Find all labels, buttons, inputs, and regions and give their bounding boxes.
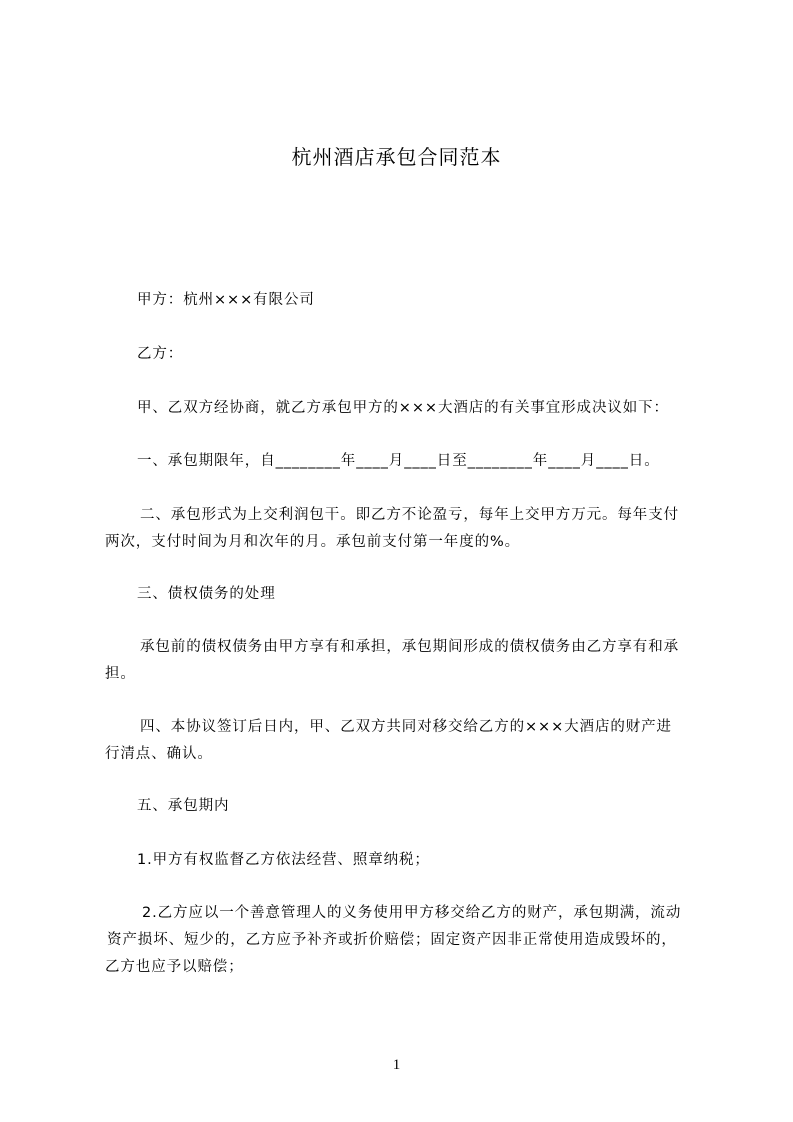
party-a: 甲方：杭州×××有限公司 [137, 292, 315, 308]
clause-3-line-1: 承包前的债权债务由甲方享有和承担，承包期间形成的债权债务由乙方享有和承 [140, 639, 679, 655]
clause-4-line-1: 四、本协议签订后日内，甲、乙双方共同对移交给乙方的×××大酒店的财产进 [140, 719, 672, 735]
item-2-line-2: 资产损坏、短少的，乙方应予补齐或折价赔偿；固定资产因非正常使用造成毁坏的， [107, 932, 677, 948]
item-2-line-1: 2.乙方应以一个善意管理人的义务使用甲方移交给乙方的财产，承包期满，流动 [142, 905, 682, 921]
clause-3-heading: 三、债权债务的处理 [137, 586, 276, 602]
document-title: 杭州酒店承包合同范本 [291, 145, 502, 169]
item-2-line-3: 乙方也应予以赔偿； [105, 959, 244, 975]
intro-paragraph: 甲、乙双方经协商，就乙方承包甲方的×××大酒店的有关事宜形成决议如下： [137, 400, 669, 416]
clause-4-line-2: 行清点、确认。 [105, 746, 213, 762]
page-number: 1 [392, 1057, 401, 1073]
clause-5-heading: 五、承包期内 [137, 798, 230, 814]
party-b: 乙方： [137, 346, 184, 362]
item-1: 1.甲方有权监督乙方依法经营、照章纳税； [137, 852, 430, 868]
clause-3-line-2: 担。 [105, 666, 136, 682]
clause-1: 一、承包期限年，自________年____月____日至________年____月____日。 [137, 453, 660, 469]
clause-2-line-2: 两次，支付时间为月和次年的月。承包前支付第一年度的%。 [105, 534, 521, 550]
clause-2-line-1: 二、承包形式为上交利润包干。即乙方不论盈亏，每年上交甲方万元。每年支付 [140, 507, 679, 523]
